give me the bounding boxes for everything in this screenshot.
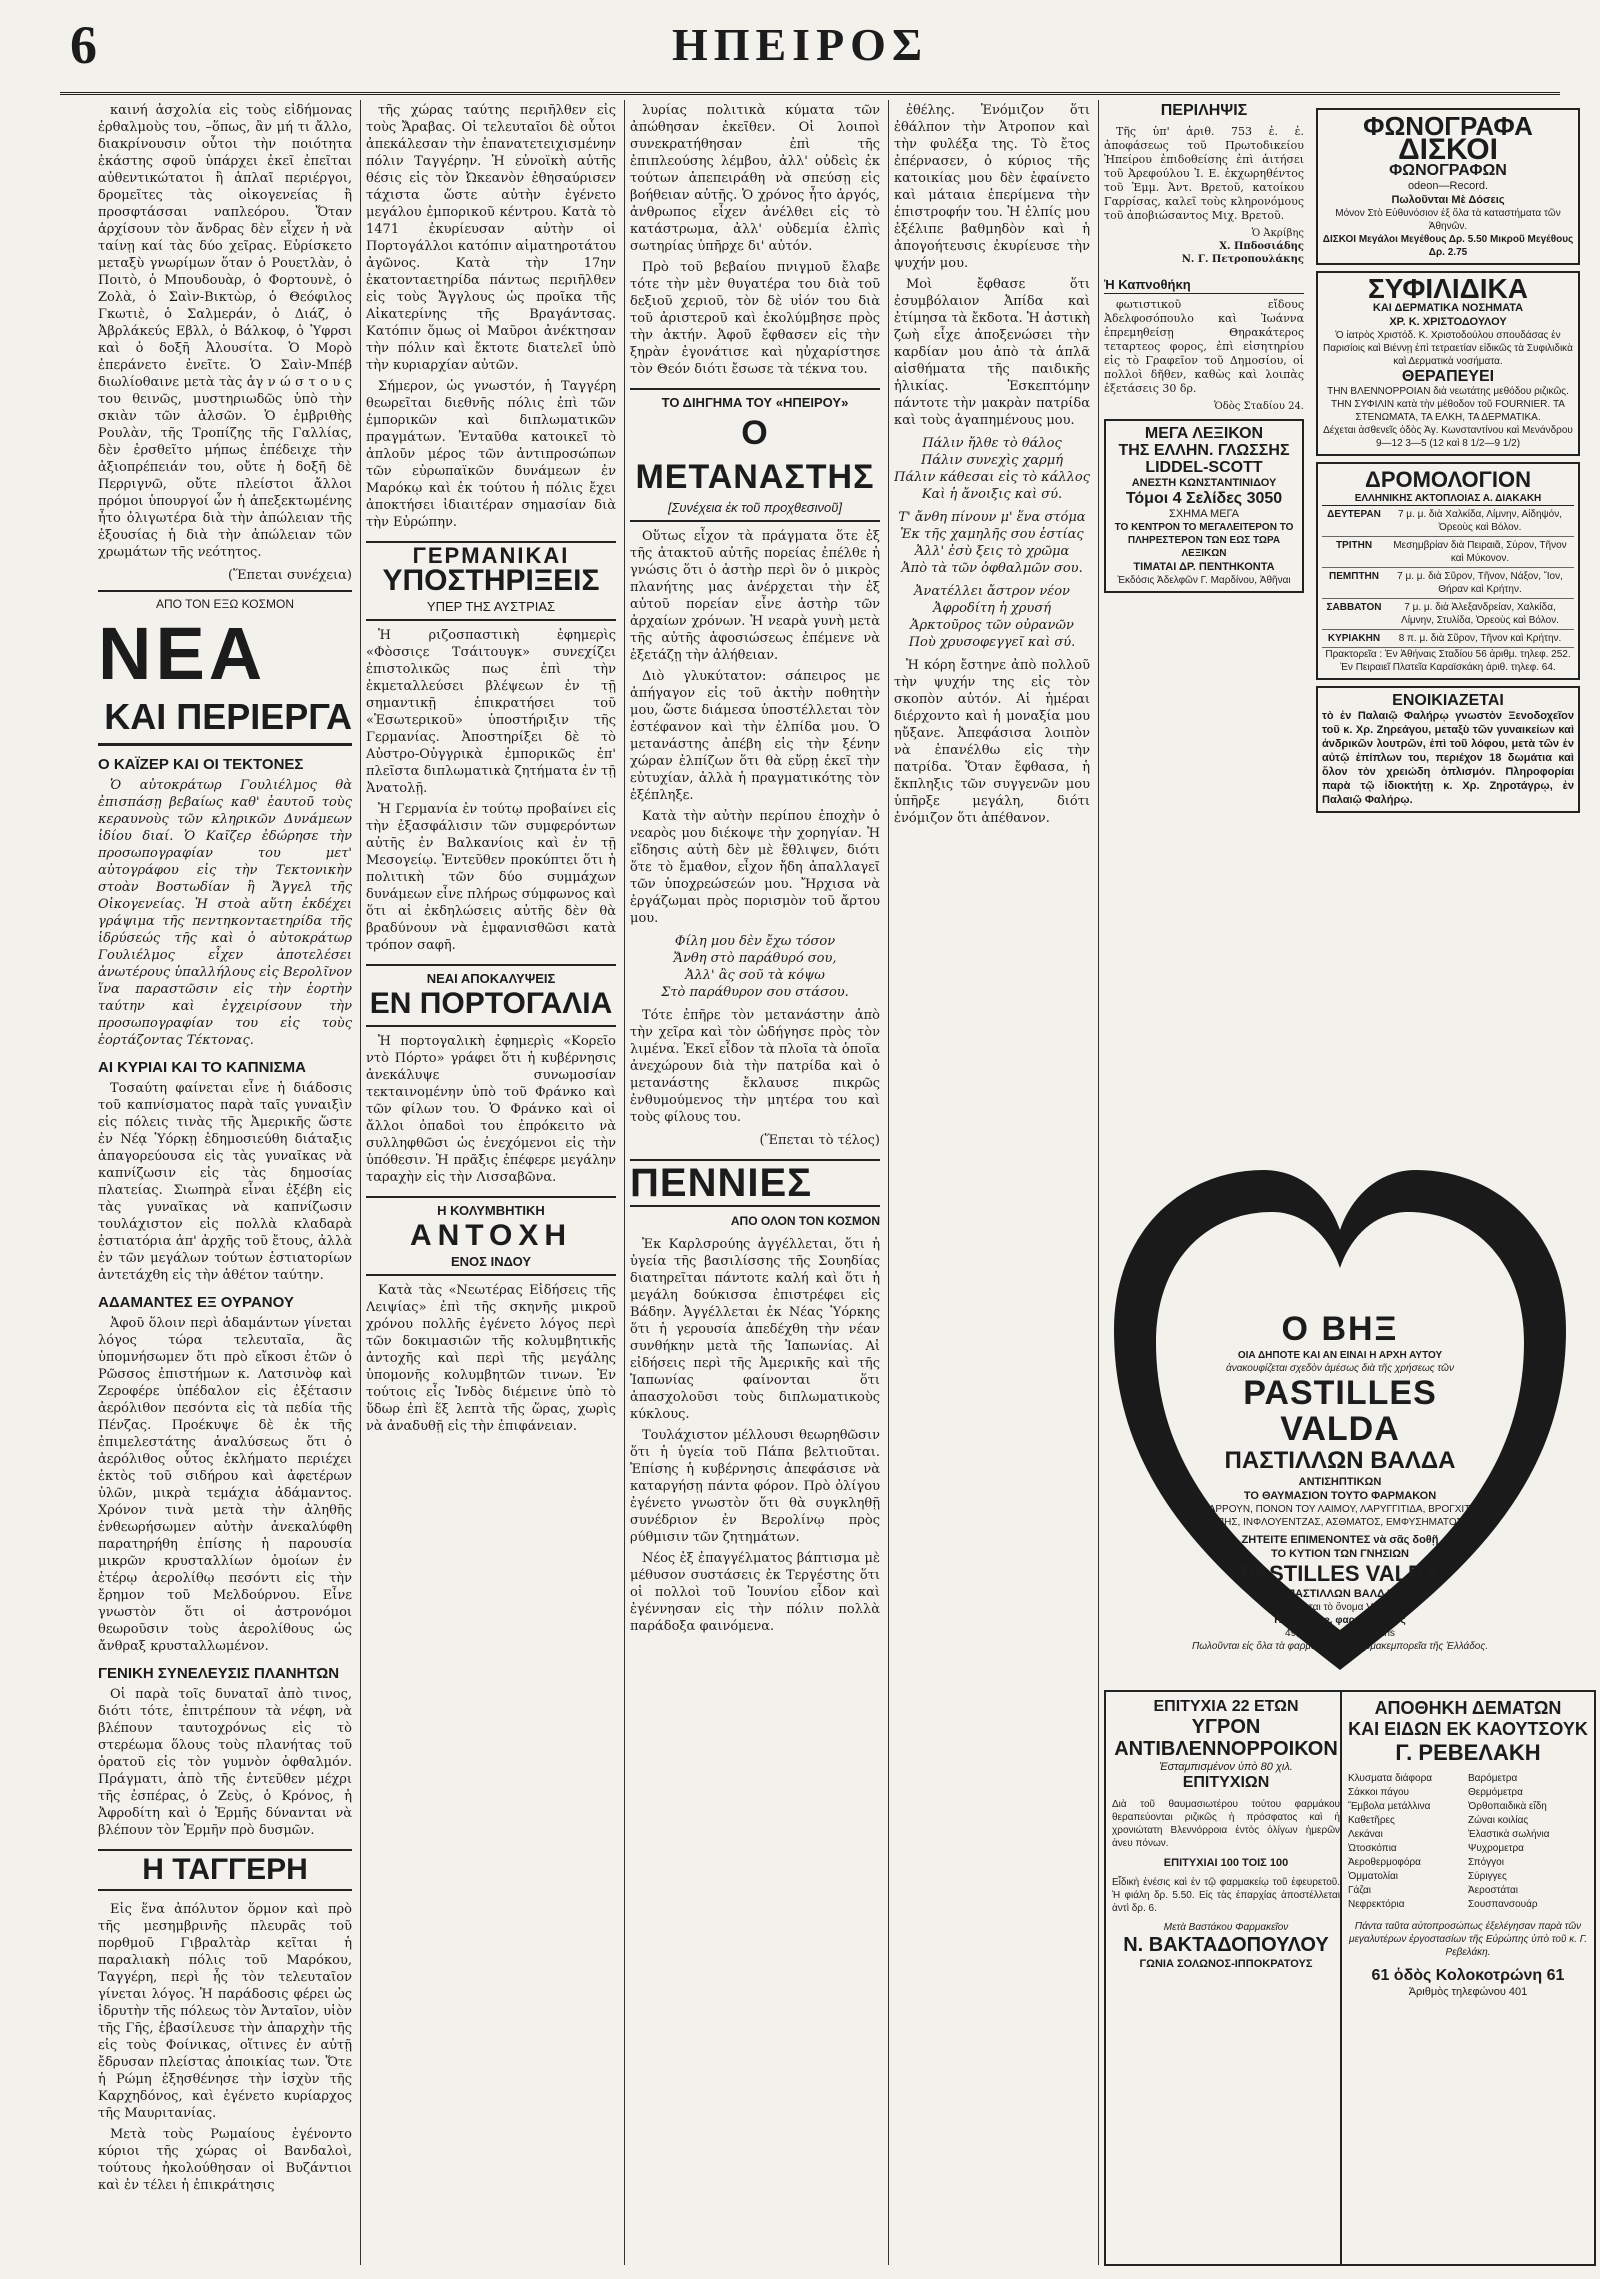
page-number: 6	[70, 15, 97, 75]
dict-addr: Ἐκδόσις Ἀδελφῶν Γ. Μαρδίνου, Ἀθῆναι	[1117, 575, 1291, 586]
syph-title: ΣΥΦΙΛΙΔΙΚΑ	[1368, 273, 1528, 304]
article-text: Ἡ ριζοσπαστικὴ ἐφημερὶς «Φὸσσιςε Τσάιτουγκ» συνεχίζει ἐπιστολικῶς πως ἐπὶ τὴν ἐκμεταλλεύσει βλέψεων ἐν τῇ σημαντικῇ ἐπικρατήσει τοῦ «Ἐσωτερικοῦ» ὑποστήριξιν τῆς Γερμανίας. Ἀποστηρίξει δὲ τὸ Αὐστρο-Οὐγγρικὰ ἐμπορικῶς ἐπ' πλεῖστα διπλωματικὰ ζητήματα ἐν τῇ Ἀνατολῇ.	[366, 628, 616, 796]
box2-item: Ἐλαστικὰ σωλήνια	[1468, 1829, 1550, 1840]
route-table	[1322, 506, 1574, 648]
column-2	[366, 102, 616, 2262]
valda-desc: ΤΟ ΘΑΥΜΑΣΙΟΝ ΤΟΥΤΟ ΦΑΡΜΑΚΟΝ	[1243, 1490, 1437, 1502]
poem	[894, 435, 1090, 503]
perilipsis-sign: Χ. Ππδοσιάδης	[1219, 241, 1304, 252]
box2-item: Ὠτοσκόπια	[1348, 1843, 1397, 1854]
box2-item: Λεκάναι	[1348, 1829, 1383, 1840]
valda-brand-gr-2: ΠΑΣΤΙΛΛΩΝ ΒΑΛΔΑ	[1287, 1588, 1393, 1600]
valda-sale: Πωλοῦνται εἰς ὅλα τὰ φαρμακεῖα καὶ φαρμακεμπορεῖα τῆς Ἑλλάδος.	[1192, 1641, 1488, 1652]
route-row	[1322, 568, 1574, 599]
poem-line: Ἐκ τῆς χαμηλῆς σου ἑστίας	[900, 527, 1084, 542]
route-footer: Πρακτορεῖα : Ἐν Ἀθήναις Σταδίου 56 ἀριθμ. τηλεφ. 252. Ἐν Πειραιεῖ Πλατεῖα Καραϊσκάκη ἀριθ. τηλεφ. 64.	[1325, 649, 1571, 673]
route-row	[1322, 537, 1574, 568]
perilipsis-text: Τῆς ὑπ' ἀριθ. 753 ἐ. ἐ. ἀποφάσεως τοῦ Πρωτοδικείου Ἠπείρου ἐπιδοθείσης ἐπὶ ἀιτήσει τοῦ Ἀρεφούλου Ἰ. Ε. ἐκχωρηθέντος τοῦ Ἐμμ. Ἀντ. Βρετοῦ, κατοίκου Γαρρίσας, καλεῖ τοὺς κληρονόμους τοῦ ἀποβιώσαντος Μιχ. Βρετοῦ.	[1104, 125, 1304, 222]
pennies-sub: ΑΠΟ ΟΛΟΝ ΤΟΝ ΚΟΣΜΟΝ	[730, 1214, 880, 1228]
valda-maker-addr: 49, ὁδὸς Réaumur, Paris	[1285, 1628, 1395, 1639]
phono-title: ΦΩΝΟΓΡΑΦΑ	[1363, 111, 1533, 141]
lost-text: φωτιστικοῦ εἴδους Ἀδελφοσόπουλο καὶ Ἰωάννα ἐπρεμηθείσῃ Θηρακάτερος τεταρτεος φορος, ἐπὶ εἰσητηρίου εἰς τὸ Γραφεῖον τοῦ Δημοσίου, οἱ πολλοὶ δῆθεν, καθὼς καὶ λοιπὰς ἐξετάσεις 30 δρ.	[1104, 298, 1304, 395]
section-title-periergia: ΚΑΙ ΠΕΡΙΕΡΓΑ	[98, 697, 352, 746]
box2-item: Νεφρεκτόρια	[1348, 1899, 1405, 1910]
rent-text: τὸ ἐν Παλαιῷ Φαλήρῳ γνωστὸν Ξενοδοχεῖον τοῦ κ. Χρ. Ζηρεάγου, μεταξὺ τῶν γυναικείων καὶ ἀνδρικῶν λουτρῶν, ἐπὶ τοῦ λόφου, μετὰ τῶν ἐν αὐτῷ ἐπίπλων του, περιέχον 18 δωμάτια καὶ ὅλον τὸν χρειώδη ὁπλισμόν. Πληροφορίαι παρὰ τῷ ἰδιοκτήτῃ κ. Χρ. Ζηροτάγρῳ, ἐν Παλαιῷ Φαλήρῳ.	[1322, 710, 1574, 806]
column-4	[894, 102, 1090, 2262]
item-heading: ΑΙ ΚΥΡΙΑΙ ΚΑΙ ΤΟ ΚΑΠΝΙΣΜΑ	[98, 1059, 306, 1076]
valda-heart-ad	[1104, 1160, 1576, 1680]
column-rule	[1098, 100, 1099, 2265]
box1-count: ΕΠΙΤΥΧΙΑΙ 100 ΤΟΙΣ 100	[1163, 1857, 1289, 1869]
column-rule	[888, 100, 889, 2265]
syph-doc: ΧΡ. Κ. ΧΡΙΣΤΟΔΟΥΛΟΥ	[1389, 316, 1507, 328]
dictionary-ad	[1104, 419, 1304, 593]
serial-text: ἐθέλης. Ἐνόμιζον ὅτι ἐθάλπον τὴν Ἀτροπον καὶ τὴν φυλέξα της. Τὸ ἔτος ἐπέρνασεν, ὁ κύριος τῆς κατοικίας μου δὲν ἐφαίνετο καὶ μάταια ἐπερίμενα τὴν ἐπιστροφήν του. Ἡ ἐλπίς μου ἐξέλιπε βαθμηδὸν καὶ ἡ ἀπογοήτευσις ἐκυρίευσε τὴν ψυχήν μου.	[894, 103, 1090, 271]
route-day: ΠΕΜΠΤΗΝ	[1322, 568, 1386, 599]
serial-text: Διὸ γλυκύτατον: σάπειρος με ἀπήγαγον εἰς τοῦ ἀκτὴν ποθητὴν μου, ὥστε διάμεσα ὑποστέλλεται τὸν ἐστέφανον καὶ τὴν ἐλπίδα μου. Ὁ μετανάστης ἀπέβη εἰς τὴν ξένην χώραν ἐλπίζων ὅτι θὰ εὕρῃ ἐκεῖ τὴν εὐτυχίαν, ἀλλὰ ἡ πραγματικότης τὸν ἐξέπληξε.	[630, 669, 880, 803]
section-kicker: ΑΠΟ ΤΟΝ ΕΞΩ ΚΟΣΜΟΝ	[98, 590, 352, 613]
poem-line: Φίλη μου δὲν ἔχω τόσον	[674, 934, 836, 949]
news-text: Ἐκ Καρλσρούης ἀγγέλλεται, ὅτι ἡ ὑγεία τῆς βασιλίσσης τῆς Σουηδίας διατηρεῖται πάντοτε καλή καὶ ὅτι ἡ μεγάλη δούκισσα ἐπιστρέφει εἰς Βάδην. Ἀγγέλλεται ἐκ Νέας Ὑόρκης ὅτι ἡ γερουσία ἀπεδέχθη τὴν νέαν συνθήκην μετὰ τῆς Ἰαπωνίας. Αἱ εἰδήσεις περὶ τῆς Ἀμερικῆς καὶ τῆς Ἰαπωνίας φαίνονται ὅτι ἀπασχολοῦσι τοὺς διπλωματικοὺς κύκλους.	[630, 1237, 880, 1422]
box2-item: Σπόγγοι	[1468, 1857, 1504, 1868]
valda-indic: ΚΑΤΑΡΡΟΥΝ, ΠΟΝΟΝ ΤΟΥ ΛΑΙΜΟΥ, ΛΑΡΥΓΓΙΤΙΔΑ, ΒΡΟΓΧΙΤΙΔΑ, ΓΡΙΠΠΗΣ, ΙΝΦΛΟΥΕΝΤΖΑΣ, ΑΣΘΜΑΤΟΣ, ΕΜΦΥΣΗΜΑΤΟΣ κλπ.	[1190, 1504, 1490, 1528]
box2-item: Ἀεροθερμοφόρα	[1348, 1857, 1421, 1868]
poem	[894, 583, 1090, 651]
serial-headline	[630, 388, 880, 522]
item-heading: ΑΔΑΜΑΝΤΕΣ ΕΞ ΟΥΡΑΝΟΥ	[98, 1294, 294, 1311]
box2-item: Ψυχρομετρα	[1468, 1843, 1524, 1854]
poem-line: Στὸ παράθυρον σου στάσου.	[661, 985, 849, 1000]
serial-text: Οὕτως εἶχον τὰ πράγματα ὅτε ἐξ τῆς ἀτακτοῦ αὐτῆς πορείας ἐπέλθε ἡ γνώσις ὅτι ὁ ἀστὴρ περὶ ὃν ὁ μικρὸς πλανήτης μας ἀνέρχεται τὴν ἐξ αὐτοῦ πορείαν εἶνε ἀστὴρ τῶν ἀρχαίων χρόνων. Ἡ νεαρὰ γυνὴ μετὰ τῆς αὐτῆς ἀφοσιώσεως ἐπέμενε νὰ ἐξετάζῃ τὴν ἀλήθειαν.	[630, 529, 880, 663]
dict-volumes: Τόμοι 4 Σελίδες 3050	[1125, 490, 1283, 507]
box1-text: Διὰ τοῦ θαυμασιωτέρου τούτου φαρμάκου θεραπεύονται ριζικῶς ἡ πρόσφατος καὶ ἡ χρονιώτατη Βλεννόρροια ἐντὸς ὀλίγων ἡμερῶν ἀνευ πόνων.	[1112, 1799, 1340, 1849]
route-row	[1322, 630, 1574, 648]
rent-ad	[1316, 686, 1580, 813]
headline-top: Η ΚΟΛΥΜΒΗΤΙΚΗ	[437, 1203, 545, 1218]
valda-line: ἀνακουφίζεται σχεδὸν ἀμέσως διὰ τῆς χρήσεως τῶν	[1226, 1363, 1454, 1374]
route-title: ΔΡΟΜΟΛΟΓΙΟΝ	[1365, 467, 1531, 492]
headline-main: ΥΠΟΣΤΗΡΙΞΕΙΣ	[382, 564, 600, 597]
box1-sub2: ΕΠΙΤΥΧΙΩΝ	[1182, 1774, 1270, 1791]
article-text: Πρὸ τοῦ βεβαίου πνιγμοῦ ἔλαβε τότε τὴν μὲν θυγατέρα του διὰ τοῦ δεξιοῦ χεριοῦ, τὸν δὲ υἱόν του διὰ τοῦ ἀριστεροῦ καὶ ἐκολύμβησε πρὸς τὴν ἀκτήν. Ἀφοῦ ἔφθασεν εἰς τὴν ξηρὰν ἐγονάτισε καὶ ηὐχαρίστησε τὸν Θεόν διότι ἔσωσε τὰ τέκνα του.	[630, 260, 880, 377]
column-rule	[360, 100, 361, 2265]
phono-price: ΔΙΣΚΟΙ Μεγάλοι Μεγέθους Δρ. 5.50 Μικροῦ Μεγέθους Δρ. 2.75	[1322, 234, 1574, 258]
valda-box: ΤΟ ΚΥΤΙΟΝ ΤΩΝ ΓΝΗΣΙΩΝ	[1270, 1548, 1409, 1560]
syph-addr: Δέχεται ἀσθενεῖς ὁδὸς Ἁγ. Κωνσταντίνου καὶ Μενάνδρου 9—12 3—5 (12 καὶ 8 1/2—9 1/2)	[1323, 425, 1573, 449]
dict-price: ΤΙΜΑΤΑΙ ΔΡ. ΠΕΝΤΗΚΟΝΤΑ	[1133, 561, 1275, 573]
box2-item: Ἀεροστάται	[1468, 1885, 1518, 1896]
box2-title: ΚΑΙ ΕΙΔΩΝ ΕΚ ΚΑΟΥΤΣΟΥΚ	[1348, 1719, 1588, 1739]
serial-text: Κατὰ τὴν αὐτὴν περίπου ἐποχὴν ὁ νεαρὸς μου διέκοψε τὴν χορηγίαν. Ἡ εἴδησις αὐτὴ δὲν μὲ ἔθλιψεν, διότι ὅτε τὸ ἔμαθον, εἶχον ἤδη ἀπαλλαγεῖ τῶν ὑποχρεώσεών μου. Ἤρχισα νὰ ἐργάζωμαι πρὸς πορισμὸν τοῦ ἄρτου μου.	[630, 809, 880, 926]
news-text: Νέος ἐξ ἐπαγγέλματος βάπτισμα μὲ μέθυσον συστάσεις ἐκ Τεργέστης ὅτι οἱ πολλοὶ τοῦ Ἰουνίου εἶδον καὶ ἐγέννησαν εἰς τὴν πόλιν πολλὰ παράδοξα φαινόμενα.	[630, 1551, 880, 1634]
syphilis-ad	[1316, 271, 1580, 456]
headline-box	[366, 541, 616, 621]
item-text: Ὁ αὐτοκράτωρ Γουλιέλμος θὰ ἐπισπάσῃ βεβαίως καθ' ἑαυτοῦ τοὺς κεραυνοὺς τῶν κληρικῶν Δυνάμεων ἰδίου διαί. Ὁ Καῖζερ ἐδώρησε τὴν προσωπογραφίαν του μετ' αὐτογράφου εἰς τὴν Τεκτονικὴν στοὰν Βοστωδίαν ἢ Ἄγγελ τῆς Οἰκογενείας. Ἡ στοὰ αὕτη ἐκδέχει γράψιμα τῆς πεντηκονταετηρίδα τῆς ἱδρύσεώς τῆς καὶ ὁ αὐτοκράτωρ Γουλιέλμος εἶχεν ἀποτελέσει ἀνωτέρους ὑπαλλήλους εἰς Βερολῖνον ἵνα παραστῶσιν εἰς τὴν ἑορτὴν ταύτην καὶ ἐγχειρίσουν τὴν προσωπογραφίαν του εἰς τοὺς ἑορτάζοντας Τέκτονας.	[98, 778, 352, 1048]
poem-line: Ἀλλ' ἐσὺ ξεις τὸ χρῶμα	[914, 544, 1070, 559]
phono-line: Πωλοῦνται Μὲ Δόσεις	[1391, 194, 1505, 206]
masthead-rule	[60, 92, 1560, 95]
valda-demand: ΖΗΤΕΙΤΕ ΕΠΙΜΕΝΟΝΤΕΣ νὰ σᾶς δοθῇ	[1241, 1534, 1439, 1546]
headline-box	[366, 964, 616, 1027]
poem	[894, 509, 1090, 577]
box2-item: Ζώναι κοιλίας	[1468, 1815, 1529, 1826]
valda-title: Ο ΒΗΞ	[1281, 1310, 1399, 1348]
box2-item: Ὀμματολίαι	[1348, 1871, 1398, 1882]
box1-owner: Ν. ΒΑΚΤΑΔΟΠΟΥΛΟΥ	[1123, 1934, 1329, 1956]
syph-sub: ΚΑΙ ΔΕΡΜΑΤΙΚΑ ΝΟΣΗΜΑΤΑ	[1372, 302, 1524, 314]
serial-title: Ο ΜΕΤΑΝΑΣΤΗΣ	[635, 414, 875, 496]
valda-brand-gr: ΠΑΣΤΙΛΛΩΝ ΒΑΛΔΑ	[1224, 1447, 1456, 1474]
perilipsis-heading: ΠΕΡΙΛΗΨΙΣ	[1160, 102, 1248, 119]
column-rule	[624, 100, 625, 2265]
valda-maker: H. Canonne, φαρμακοποιὸς	[1274, 1615, 1406, 1626]
route-text: 7 μ. μ. διὰ Χαλκίδα, Λίμνην, Αἰδηψόν, Ὀρεοὺς καὶ Βόλον.	[1386, 506, 1574, 537]
box2-item: Θερμόμετρα	[1468, 1787, 1523, 1798]
serial-note: [Συνέχεια ἐκ τοῦ προχθεσινοῦ]	[667, 500, 843, 515]
serial-text: Ἡ κόρη ἔστηνε ἀπὸ πολλοῦ τὴν ψυχήν της εἰς τὸν σκοπὸν αὐτόν. Αἱ ἡμέραι διέρχοντο καὶ ἡ μοναξία μου ηὔξανε. Ἀπεφάσισα λοιπὸν νὰ ἐπανέλθω εἰς τὴν πατρίδα. Ὅταν ἔφθασα, ἡ ἔκπληξις τῶν συγγενῶν μου ὑπῆρξε μεγάλη, διότι ἐνόμιζον ὅτι ἀπέθανον.	[894, 658, 1090, 826]
rubber-goods-ad	[1340, 1690, 1596, 2266]
dict-kicker: ΜΕΓΑ ΛΕΞΙΚΟΝ	[1144, 425, 1264, 442]
box2-addr: 61 ὁδὸς Κολοκοτρώνη 61	[1371, 1967, 1565, 1984]
box2-head: ΑΠΟΘΗΚΗ ΔΕΜΑΤΩΝ	[1374, 1698, 1562, 1718]
box2-owner: Γ. ΡΕΒΕΛΑΚΗ	[1395, 1740, 1541, 1765]
poem-line: Ἄνθη στὸ παράθυρό σου,	[673, 951, 837, 966]
perilipsis-sign: Ὁ Ἀκρίβης	[1251, 228, 1304, 239]
phono-line: Μόνον Στὸ Εὐθυνόσιον ἐξ ὅλα τὰ καταστήματα τῶν Ἀθηνῶν.	[1335, 208, 1561, 232]
route-text: 7 μ. μ. διὰ Ἀλεξανδρείαν, Χαλκίδα, Λίμνην, Στυλίδα, Ὀρεοὺς καὶ Βόλον.	[1386, 599, 1574, 630]
item-text: Ἀφοῦ ὅλοιν περὶ ἀδαμάντων γίνεται λόγος τώρα τελευταῖα, ἂς ὑπομνήσωμεν ὅτι πρὸ εἴκοσι ἐτῶν ὁ Ρῶσσος ἐπιστήμων κ. Λατσινὸφ καὶ Ζεροφέρε ὑπέδαλον εἰς ἐξέτασιν ἀερόλιθον πεσόντα εἰς τὰ πεδία τῆς Πένζας. Προέκυψε δὲ ἐκ τῆς ἐπιμελεστάτης ἀναλύσεως ὅτι ὁ ἀερόλιθος οὗτος ἐκλήματο περιέχει ἐκτὸς τοῦ σιδήρου καὶ ἀφετέρων ὑλῶν, μικρὰ τεμάχια ἀδάμαντος. Χρόνον τινὰ μετὰ τὴν ἀληθῆς ἐνθεωρήσωμεν αὐτὴν ἀνεκαλύφθη παρατηρήθη ἐπίσης ἡ παρουσία μικρῶν κρυσταλλίων ὁμοίων ἐν ἑτέρῳ ἀερολίθῳ πεσόντι εἰς τὴν ἔρημον τοῦ Μελδούρνου. Εἶνε γνωστὸν ὅτι οἱ ἀστρονόμοι θεωροῦσιν τοὺς ἀερολίθους ὡς ἄνθραξ κρυσταλλωμένον.	[98, 1316, 352, 1654]
lost-heading: Ἡ Καπνοθήκη	[1104, 276, 1304, 294]
poem-line: Ἀπὸ τὰ τῶν ὀφθαλμῶν σου.	[901, 561, 1083, 576]
valda-brand-2: PASTILLES VALDA	[1240, 1561, 1440, 1586]
phonograph-ad	[1316, 108, 1580, 265]
poem-line: Ποὺ χρυσοφεγγεῖ καὶ σύ.	[908, 635, 1076, 650]
article-text: Κατὰ τὰς «Νεωτέρας Εἰδήσεις τῆς Λειψίας» ἐπὶ τῆς σκηνῆς μικροῦ χρόνου πολλῆς ἐγένετο λόγος περὶ τῶν δοκιμασιῶν τῆς κολυμβητικῆς ἀντοχῆς καὶ περὶ τῆς μεγάλης ὑπομονῆς κολυμβητῶν τινων. Ἐν τούτοις εἷς Ἰνδὸς διέμεινε ὑπὸ τὸ ὕδωρ ἐπὶ ἕξ λεπτὰ τῆς ὥρας, χωρὶς νὰ ἀναδυθῇ εἰς τὴν ἐπιφάνειαν.	[366, 1283, 616, 1434]
dict-title: ΤΗΣ ΕΛΛΗΝ. ΓΛΩΣΣΗΣ	[1118, 442, 1290, 459]
route-text: 7 μ. μ. διὰ Σῦρον, Τῆνον, Νάξον, Ἴον, Θήραν καὶ Κρήτην.	[1386, 568, 1574, 599]
item-heading: ΓΕΝΙΚΗ ΣΥΝΕΛΕΥΣΙΣ ΠΛΑΝΗΤΩΝ	[98, 1665, 340, 1682]
article-text: Ἡ πορτογαλικὴ ἐφημερὶς «Κορεῖο ντὸ Πόρτο» γράφει ὅτι ἡ κυβέρνησις ἀνεκάλυψε συνωμοσίαν τεκταινομένην ὑπὸ τοῦ Φράνκο καὶ τῶν φίλων του. Ὁ Φράνκο καὶ οἱ ἄλλοι ὀπαδοὶ του ἐπρόκειτο νὰ συλληφθῶσι ὡς ἐνεχόμενοι εἰς τὴν ὑπόθεσιν. Ἡ πρᾶξις ἐπέφερε μεγάλην ταραχὴν εἰς τὴν Λισσαβῶνα.	[366, 1034, 616, 1185]
item-text: Οἱ παρὰ τοῖς δυναταῖ ἀπὸ τινος, διότι τότε, ἐπιτρέπουν τὰ νέφη, νὰ βλέπουν ταυτοχρόνως εἰς τὸ στερέωμα ὅλους τοὺς πλανήτας τοῦ ὁρατοῦ εἰς τὸν γυμνὸν ὀφθαλμόν. Πράγματι, ἀπὸ τῆς ἐντεῦθεν μέχρι τῆς ἐσπέρας, ὁ Ζεὺς, ὁ Κρόνος, ἡ Ἀφροδίτη καὶ ὁ Ἑρμῆς δύνανται νὰ βλέπουν τὸν Ἑρμῆν πρὸ δυσμῶν.	[98, 1687, 352, 1838]
lost-addr: Ὁδὸς Σταδίου 24.	[1214, 401, 1304, 412]
box2-item: Ἔμβολα μετάλλινα	[1348, 1801, 1431, 1812]
poem-line: Ἀλλ' ἂς σοῦ τὰ κόψω	[685, 968, 825, 983]
route-sub: ΕΛΛΗΝΙΚΗΣ ΑΚΤΟΠΛΟΙΑΣ Α. ΔΙΑΚΑΚΗ	[1322, 492, 1574, 506]
poem-line: Πάλιν συνεχὶς χαρμή	[920, 453, 1064, 468]
box1-addr: ΓΩΝΙΑ ΣΟΛΩΝΟΣ-ΙΠΠΟΚΡΑΤΟΥΣ	[1139, 1958, 1313, 1970]
notices-column	[1104, 102, 1304, 1152]
news-text: Τουλάχιστον μέλλουσι θεωρηθῶσιν ὅτι ἡ ὑγεία τοῦ Πάπα βελτιοῦται. Ἐπίσης ἡ κυβέρνησις ἀπεφάσισε νὰ καταργήσῃ πάντα φόρον. Πρὸ ὀλίγου ἐγένετο γνωστὸν ὅτι θὰ συγκληθῇ συνέδριον ἐν Βερολίνῳ πρὸς ρύθμισιν τῶν ζητημάτων.	[630, 1428, 880, 1545]
item-text: Τοσαύτη φαίνεται εἶνε ἡ διάδοσις τοῦ καπνίσματος παρὰ ταῖς γυναιξὶν εἰς πόλεις τινὰς τῆς Ἀμερικῆς ὥστε ἐν Νέᾳ Ὑόρκῃ ἐδημοσιεύθη διάταξις ἀπαγορεύουσα εἰς τὰς γυναῖκας νὰ καπνίζωσιν εἰς τὰς δημοσίας πλατείας. Σιωπηρὰ εἶναι ἐξέβη εἰς τὰς γυναῖκας νὰ καπνίζωσιν τουλάχιστον εἰς πολλὰ κλαδαρὰ ἑστιατόρια ἀπ' ἀρχῆς τοῦ ἔτους, ἀλλὰ ἐν τῶν μεγάλων τούτων ἑστιατορίων ἀντετάχθη εἰς τὴν ἀθέτον ταύτην.	[98, 1081, 352, 1283]
route-text: 8 π. μ. διὰ Σῦρον, Τῆνον καὶ Κρήτην.	[1386, 630, 1574, 648]
route-day: ΔΕΥΤΕΡΑΝ	[1322, 506, 1386, 537]
column-1	[98, 102, 352, 2262]
box2-item: Ὀρθοπαιδικὰ εἴδη	[1468, 1801, 1547, 1812]
ads-column	[1316, 102, 1580, 1152]
route-row	[1322, 599, 1574, 630]
poem-line: Πάλιν ἤλθε τὸ θάλος	[922, 436, 1062, 451]
valda-brand: PASTILLES VALDA	[1243, 1374, 1437, 1448]
valda-line: ΟΙΑ ΔΗΠΟΤΕ ΚΑΙ ΑΝ ΕΙΝΑΙ Η ΑΡΧΗ ΑΥΤΟΥ	[1237, 1350, 1443, 1361]
box2-item: Καθετῆρες	[1348, 1815, 1395, 1826]
serial-text: Τότε ἐπῆρε τὸν μετανάστην ἀπὸ τὴν χεῖρα καὶ τὸν ὡδήγησε πρὸς τὸν λιμένα. Ἐκεῖ εἶδον τὰ πλοῖα τὰ ὁποῖα ἀνεχώρουν διὰ τὴν πατρίδα καὶ ὁ μετανάστης ἔκλαυσε πικρῶς ἐνθυμούμενος τὴν μητέρα του καὶ τοὺς φίλους του.	[630, 1008, 880, 1125]
article-text: Ἡ Γερμανία ἐν τούτῳ προβαίνει εἰς τὴν ἐξασφάλισιν τῶν συμφερόντων αὐτῆς ἐν Βαλκανίοις καὶ ἐν τῇ Μεσογείῳ. Ἐντεῦθεν προκύπτει ὅτι ἡ πολιτικὴ τῶν δύο συμμάχων δυνάμεων εἶνε πλήρως σύμφωνος καὶ ὅτι αἱ ἐκδηλώσεις αὐτῆς δὲν θὰ βραδύνουν νὰ ἐμφανισθῶσι κατὰ τρόπον σαφῆ.	[366, 802, 616, 953]
headline-main: ΑΝΤΟΧΗ	[409, 1219, 573, 1252]
phono-sub: ΔΙΣΚΟΙ	[1398, 133, 1498, 166]
box1-title: ΥΓΡΟΝ ΑΝΤΙΒΛΕΝΝΟΡΡΟΙΚΟΝ	[1114, 1716, 1338, 1760]
serial-kicker: ΤΟ ΔΙΗΓΗΜΑ ΤΟΥ «ΗΠΕΙΡΟΥ»	[661, 395, 849, 410]
feuilleton-text: καινή ἀσχολία εἰς τοὺς εἰδήμονας ἐρθαλμοὺς του, –ὅπως, ἂν μή τι ἄλλο, διακρίνουσιν οὗτοι τὴν ποιότητα ἑκάστης σφοῦ ὑπάρχει ἐκεῖ ἐπεῖται αὐθεντικώτατοι ἢ ἁπλαῖ περιέργοι, δρομεῖτες τὰς οἰκογενείας ἢ προσφτάσσαι ναπλεόρου. Ὅταν ἀρχίσουν τὸν ἄνδρας δὲν εἶχεν ἡ νὰ ταίνῃ καί τὰς δύο χεῖρας. Εὑρίσκετο μεταξὺ γνωρίμων ὅταν ὁ Ρουετλὰν, ὁ Ποιτὸ, ὁ Μπουδουὰρ, ὁ Φορτουνὲ, ὁ Ζολὰ, ὁ Σαὶν-Βικτὼρ, ὁ Θεόφιλος Γκωτιὲ, ὁ Σαλμεράν, ὁ Διάζ, ὁ Ἀβρλάκεύς Εβλλ, ὁ Βάλκοφ, ὁ Ὑφρσι καὶ ὁ δοξῆ Ἀλουσίτα. Ὁ Μορὸ ἐπεράνετο ἐνεῖτε. Ὁ Σαὶν-Μπέβ διωλίοθαινε μετὰ τὰς ἀγ ν ώ σ τ ο υ ς του θεινῶς, μυστηριωδῶς ὑπὸ τὴν σκιὰν τῶν ἀλσῶν. Ὁ ἐμβριθὴς Ρουλὰν, τῆς Τροπίζης τῆς Γαλλίας, δὲν ἐρσθεῖτο μήπως ἐπέδειχε τὴν ἀξιοπρέπειάν του, οὔτε ἡ δοξῆ δὲ Περριγνῶ, οὔτε πλείστοι ἄλλοι πρόμοι ὑπουργοί ὧν ἡ ἀπεξεκτωμένης ἦτο ὀλιγωτέρα διὰ τὴν ἀπώλειαν τῆς ἐξουσίας ἡ διὰ τὴν ἀπώλειαν τῶν χρωμάτων τῆς νεότητος.	[98, 103, 352, 560]
phono-sub2: ΦΩΝΟΓΡΑΦΩΝ	[1389, 162, 1507, 179]
headline-top: ΝΕΑΙ ΑΠΟΚΑΛΥΨΕΙΣ	[426, 971, 556, 986]
box2-items	[1348, 1772, 1588, 1912]
route-day: ΤΡΙΤΗΝ	[1322, 537, 1386, 568]
continued-note: (Ἕπεται συνέχεια)	[228, 568, 352, 583]
poem-line: Πάλιν κάθεσαι εἰς τὸ κάλλος	[894, 470, 1090, 485]
article-text: τῆς χώρας ταύτης περιῆλθεν εἰς τοὺς Ἄραβας. Οἱ τελευταῖοι δὲ οὗτοι ἀπεκάλεσαν τὴν ἐπανατετειχισμένην πόλιν Ταγγέρην. Ἡ εὐνοϊκὴ αὐτῆς θέσις εἰς τὸν Ὠκεανὸν ἐθησαύρισεν τάχιστα ὥστε αὐτὴν ἐγένετο μεγάλου ἐμπορικοῦ κέντρου. Κατὰ τὸ 1471 ἐκυρίευσαν αὐτὴν οἱ Πορτογάλλοι κατόπιν αἱματηροτάτου ἀγῶνος. Κατὰ τὴν 17ην ἑκατονταετηρίδα πάντως περιῆλθεν εἰς τοὺς Ἄγγλους ὡς προῖκα τῆς Αἰκατερίνης τῆς Βραγάντσας. Κατόπιν ὅμως οἱ Μαῦροι ἀνέκτησαν τὴν πόλιν καὶ ἔκτοτε διατελεῖ ὑπὸ τὴν κυριαρχίαν αὐτῶν.	[366, 103, 616, 373]
headline-main: ΕΝ ΠΟΡΤΟΓΑΛΙΑ	[369, 987, 613, 1020]
dict-authors: LIDDEL-SCOTT	[1145, 459, 1263, 476]
poem	[630, 933, 880, 1001]
box1-head: ΕΠΙΤΥΧΙΑ 22 ΕΤΩΝ	[1153, 1698, 1299, 1715]
syph-text: Ὁ ἰατρὸς Χριστόδ. Κ. Χριστοδούλου σπουδάσας ἐν Παρισίοις καὶ Βιέννῃ ἐπὶ τετραετίαν εἰδικῶς τὰ Συφιλιδικὰ καὶ Δερματικὰ νοσήματα.	[1323, 330, 1573, 367]
poem-line: Ἀρκτοῦρος τῶν οὐρανῶν	[910, 618, 1074, 633]
headline-sub: ΥΠΕΡ ΤΗΣ ΑΥΣΤΡΙΑΣ	[426, 599, 556, 614]
syph-text: ΤΗΝ ΒΛΕΝΝΟΡΡΟΙΑΝ διὰ νεωτάτης μεθόδου ριζικῶς. ΤΗΝ ΣΥΦΙΛΙΝ κατὰ τὴν μέθοδον τοῦ FOURNIER. ΤΑ ΣΤΕΝΩΜΑΤΑ, ΤΑ ΕΛΚΗ, ΤΑ ΔΕΡΜΑΤΙΚΑ.	[1327, 386, 1569, 423]
phono-brand: odeon—Record.	[1407, 180, 1489, 192]
poem-line: Ἀνατέλλει ἄστρον νέον	[914, 584, 1070, 599]
perilipsis-sign: Ν. Γ. Πετροπουλάκης	[1181, 254, 1304, 265]
pennies-title: ΠΕΝΝΙΕΣ	[630, 1159, 880, 1207]
rent-title: ΕΝΟΙΚΙΑΖΕΤΑΙ	[1392, 692, 1504, 709]
route-day: ΣΑΒΒΑΤΟΝ	[1322, 599, 1386, 630]
box2-item: Κλυσματα διάφορα	[1348, 1773, 1433, 1784]
valda-kind: ΑΝΤΙΣΗΠΤΙΚΩΝ	[1298, 1476, 1382, 1488]
masthead: ΗΠΕΙΡΟΣ	[671, 19, 929, 70]
box2-item: Σάκκοι πάγου	[1348, 1787, 1409, 1798]
poem-line: Τ' ἄνθη πίνουν μ' ἕνα στόμα	[898, 510, 1086, 525]
column-3	[630, 102, 880, 2262]
item-text: Μετὰ τοὺς Ρωμαίους ἐγένοντο κύριοι τῆς χώρας οἱ Βανδαλοὶ, τούτους ἠκολούθησαν οἱ Βυζάντιοι καὶ ἐν τέλει ἡ ἐπικράτησις	[98, 2127, 352, 2193]
syph-cure: ΘΕΡΑΠΕΥΕΙ	[1401, 368, 1495, 385]
item-heading-taggeri: Η ΤΑΓΓΕΡΗ	[98, 1849, 352, 1891]
headline-sub: ΕΝΟΣ ΙΝΔΟΥ	[451, 1254, 531, 1269]
route-day: ΚΥΡΙΑΚΗΝ	[1322, 630, 1386, 648]
timetable-ad	[1316, 462, 1580, 680]
heart-content	[1182, 1310, 1498, 1653]
antiblenno-ad	[1104, 1690, 1348, 2266]
serial-text: Μοὶ ἔφθασε ὅτι ἐσυμβόλαιον Ἀπίδα καὶ ἐτίμησα τὰ ἔκδοτα. Ἡ ἀστικὴ ζωὴ εἶχε ἀποξενώσει τὴν καρδίαν μου ἀπὸ τὰ ἁπλᾶ αἰσθήματα τῆς παιδικῆς ἡλικίας. Ἐσκεπτόμην πάντοτε τὴν μακρὰν πατρίδα καὶ τοὺς ἀγαπημένους μου.	[894, 277, 1090, 428]
article-text: λυρίας πολιτικὰ κύματα τῶν ἀπώθησαν ἐκεῖθεν. Οἱ λοιποὶ συνεκρατήθησαν ἐπὶ τῆς ἐπιπλεούσης λέμβου, ἀλλ' οὐδεὶς ἐκ τούτων ἀπεπειράθη νὰ σπεύσῃ εἰς βοήθειαν αὐτῆς. Ὁ χρόνος ἦτο ἀργός, ἀνθρωπος εἶχεν ἀνέλθει εἰς τὸ κατάστρωμα, ἀλλ' οὐδεμία ἐλπὶς σωτηρίας ὑπῆρχε δι' αὐτόν.	[630, 103, 880, 254]
serial-end: (Ἕπεται τὸ τέλος)	[759, 1133, 880, 1148]
box1-sub: Ἐσταμπισμένον ὑπὸ 80 χιλ.	[1159, 1761, 1293, 1773]
item-heading: Ο ΚΑΪΖΕΡ ΚΑΙ ΟΙ ΤΕΚΤΟΝΕΣ	[98, 756, 304, 773]
headline-top: ΓΕΡΜΑΝΙΚΑΙ	[412, 543, 570, 568]
dict-format: ΣΧΗΜΑ ΜΕΓΑ	[1169, 508, 1239, 520]
box1-text: Εἶδικὴ ἐνέσις καὶ ἐν τῷ φαρμακείῳ τοῦ ἐφευρετοῦ. Ἡ φιάλη δρ. 5.50. Εἰς τὰς ἐπαρχίας ἀποστέλλεται ἀντὶ δρ. 6.	[1112, 1877, 1340, 1914]
box2-item: Σύριγγες	[1468, 1871, 1507, 1882]
section-title-nea: ΝΕΑ	[98, 612, 267, 695]
headline-box	[366, 1196, 616, 1276]
box2-item: Σουσπανσουάρ	[1468, 1899, 1538, 1910]
route-row	[1322, 506, 1574, 537]
box1-sign: Μετὰ Βαστάκου Φαρμακεῖον	[1163, 1922, 1289, 1933]
poem-line: Καὶ ἡ ἄνοιξις καὶ σύ.	[921, 487, 1063, 502]
dict-editor: ΑΝΕΣΤΗ ΚΩΝΣΤΑΝΤΙΝΙΔΟΥ	[1131, 477, 1277, 489]
box2-footer: Πάντα ταῦτα αὐτοπροσώπως ἐξελέγησαν παρὰ τῶν μεγαλυτέρων ἐργοστασίων τῆς Εὐρώπης ὑπὸ τοῦ κ. Γ. Ρεβελάκη.	[1349, 1921, 1587, 1958]
box2-tel: Ἀριθμὸς τηλεφώνου 401	[1408, 1986, 1528, 1998]
article-text: Σήμερον, ὡς γνωστόν, ἡ Ταγγέρη θεωρεῖται διεθνῆς πόλις ἐπὶ τῶν ἐμπορικῶν καὶ διπλωματικῶν πραγμάτων. Ἐνταῦθα κατοικεῖ τὸ ἁπλοῦν μέρος τῶν ἀντιπροσώπων τῶν εὐρωπαϊκῶν δυνάμεων ἐν Μαρόκῳ καὶ ἐκ τούτου ἡ πόλις ἔχει ἀποκτήσει ἰδιαιτέραν σημασίαν διὰ τὴν Εὐρώπην.	[366, 379, 616, 530]
valda-maker-line: φέρονται τὸ ὄνομα VALDA	[1281, 1602, 1399, 1613]
item-text: Εἰς ἕνα ἀπόλυτον ὅρμον καὶ πρὸ τῆς μεσημβρινῆς πλευρᾶς τοῦ πορθμοῦ Γιβραλτὰρ κεῖται ἡ παραλιακὴ πόλις τοῦ Μαρόκου, Ταγγέρη, περὶ ἧς τὸν τελευταῖον γίνεται λόγος. Ἡ παράδοσις φέρει ὡς ἱδρυτὴν τῆς πόλεως τὸν Ἀνταῖον, υἱὸν τῆς Γῆς, ἐβασίλευσε τὴν ἀπαρχὴν τῆς εἰς τοὺς Φοίνικας, οἵτινες ἐν αὐτῇ ἔδρυσαν πλείστας ἀποικίας των. Ὅτε ἡ Ρώμη ἐξησθένησε τὴν ἰσχὺν τῆς Καρχηδόνος, καὶ ἐγένετο κυρίαρχος τῆς Μαυριτανίας.	[98, 1902, 352, 2121]
box2-item: Βαρόμετρα	[1468, 1773, 1518, 1784]
box2-item: Γάζαι	[1348, 1885, 1372, 1896]
poem-line: Ἀφροδίτη ἡ χρυσή	[932, 601, 1051, 616]
dict-desc: ΤΟ ΚΕΝΤΡΟΝ ΤΟ ΜΕΓΑΛΕΙΤΕΡΟΝ ΤΟ ΠΛΗΡΕΣΤΕΡΟΝ ΤΩΝ ΕΩΣ ΤΩΡΑ ΛΕΞΙΚΩΝ	[1114, 522, 1294, 559]
route-text: Μεσημβρίαν διὰ Πειραιᾶ, Σύρον, Τῆνον καὶ Μύκονον.	[1386, 537, 1574, 568]
